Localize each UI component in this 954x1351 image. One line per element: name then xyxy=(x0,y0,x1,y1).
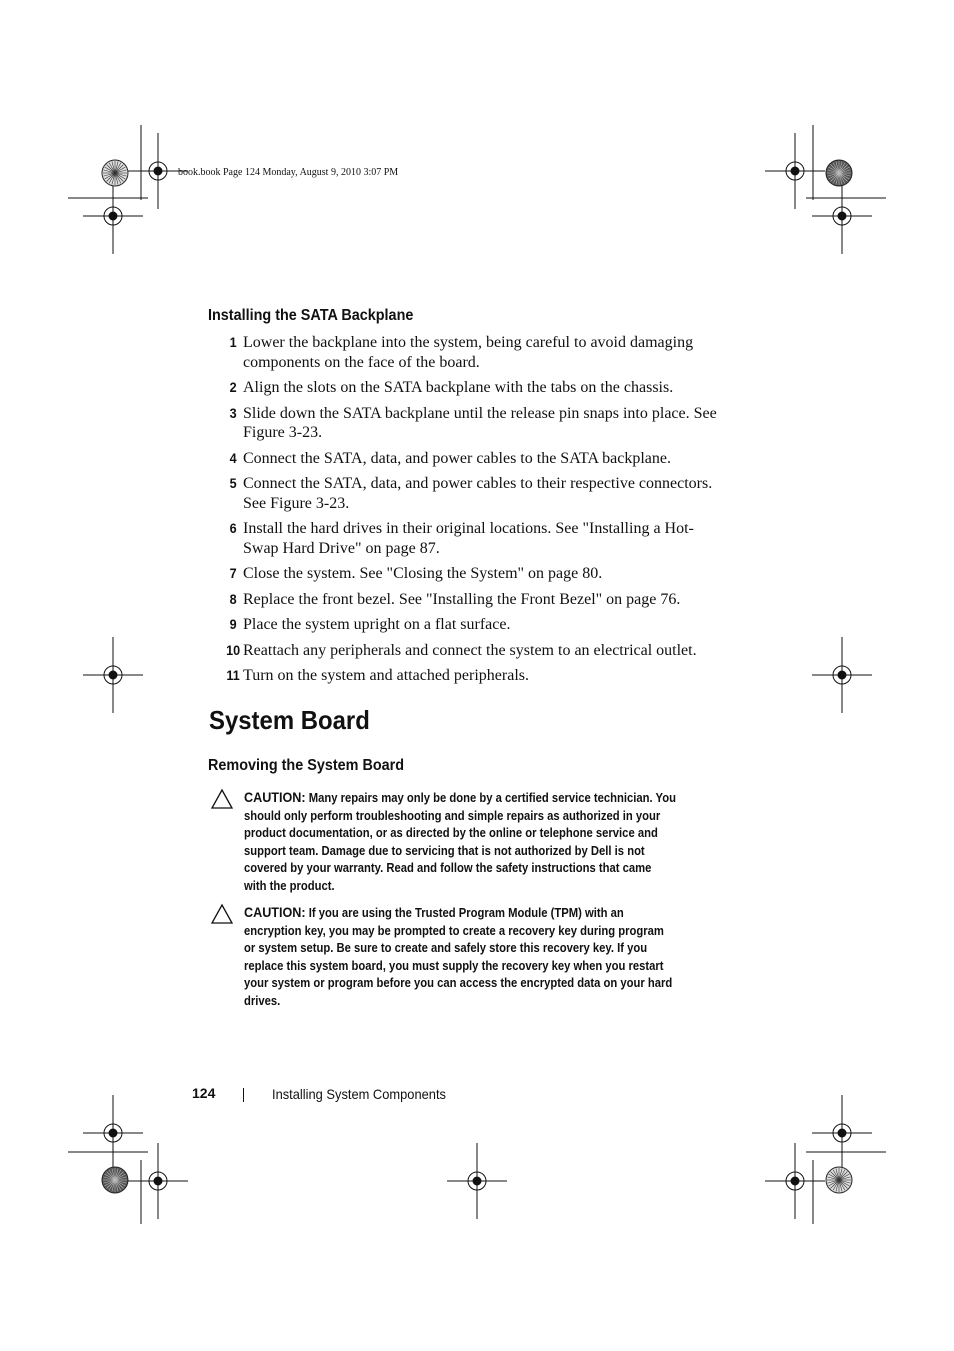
registration-target-icon xyxy=(83,178,143,254)
list-item xyxy=(208,641,728,661)
print-info: book.book Page 124 Monday, August 9, 2010 3:07 PM xyxy=(178,167,399,178)
list-item xyxy=(208,474,728,513)
list-item xyxy=(208,449,728,469)
caution-label: CAUTION: xyxy=(244,789,306,805)
list-item xyxy=(208,590,728,610)
step-number: 6 xyxy=(229,520,237,536)
step-text: Replace the front bezel. See "Installing the Front Bezel" on page 76. xyxy=(243,590,681,608)
step-number: 4 xyxy=(229,449,237,466)
step-text: Lower the backplane into the system, being careful to avoid damaging components on the face of the board. xyxy=(243,334,694,371)
caution-notice-1 xyxy=(210,788,725,896)
registration-target-icon xyxy=(83,1095,143,1171)
list-item xyxy=(208,404,728,443)
step-number: 2 xyxy=(229,379,237,395)
registration-target-icon xyxy=(812,1095,872,1171)
step-text: Reattach any peripherals and connect the system to an electrical outlet. xyxy=(243,641,697,659)
step-text: Slide down the SATA backplane until the release pin snaps into place. See Figure 3-23. xyxy=(243,404,717,441)
registration-target-icon xyxy=(83,637,143,713)
registration-target-icon xyxy=(765,1143,825,1219)
step-number: 11 xyxy=(226,667,240,683)
caution-text: If you are using the Trusted Program Module (TPM) with an encryption key, you may be prompted to create a recovery key during program or system setup. Be sure to create and safely store this recovery key. If you replace this system board, you must supply the recovery key when you restart your system or program before you can access the encrypted data on your hard drives. xyxy=(244,906,673,1008)
registration-target-icon xyxy=(447,1143,507,1219)
starburst-mark-icon xyxy=(102,160,128,186)
list-item xyxy=(208,564,728,584)
footer-section-title: Installing System Components xyxy=(272,1086,446,1102)
footer-divider xyxy=(243,1088,244,1102)
section-heading-removing-system-board: Removing the System Board xyxy=(208,757,405,774)
page-title: System Board xyxy=(209,705,370,735)
caution-label: CAUTION: xyxy=(244,904,306,920)
step-text: Connect the SATA, data, and power cables to the SATA backplane. xyxy=(243,449,671,467)
list-item xyxy=(208,333,728,372)
step-number: 5 xyxy=(229,475,237,491)
step-text: Install the hard drives in their original locations. See "Installing a Hot-Swap Hard Drive" on page 87. xyxy=(243,520,694,557)
step-text: Turn on the system and attached peripherals. xyxy=(243,667,530,684)
list-item xyxy=(208,378,728,398)
starburst-mark-icon xyxy=(826,160,852,186)
step-text: Align the slots on the SATA backplane with the tabs on the chassis. xyxy=(243,379,674,396)
caution-notice-2 xyxy=(210,903,725,1011)
registration-target-icon xyxy=(128,1143,188,1219)
step-number: 8 xyxy=(229,590,237,607)
registration-target-icon xyxy=(812,178,872,254)
step-number: 1 xyxy=(229,334,237,350)
caution-icon xyxy=(210,903,244,1011)
step-number: 3 xyxy=(229,404,237,421)
caution-icon xyxy=(210,788,244,896)
steps-list xyxy=(208,333,728,692)
step-text: Place the system upright on a flat surface. xyxy=(243,616,511,633)
starburst-mark-icon xyxy=(102,1167,128,1193)
step-number: 9 xyxy=(229,616,237,632)
starburst-mark-icon xyxy=(826,1167,852,1193)
caution-text: Many repairs may only be done by a certified service technician. You should only perform troubleshooting and simple repairs as authorized in your product documentation, or as directed by the online or telephone service and support team. Damage due to servicing that is not authorized by Dell is not covered by your warranty. Read and follow the safety instructions that came with the product. xyxy=(244,791,676,893)
step-number: 7 xyxy=(229,565,237,581)
list-item xyxy=(208,666,728,686)
page-number: 124 xyxy=(192,1085,216,1101)
list-item xyxy=(208,615,728,635)
section-heading-installing-sata-backplane: Installing the SATA Backplane xyxy=(208,307,414,324)
list-item xyxy=(208,519,728,558)
step-number: 10 xyxy=(226,641,241,658)
step-text: Connect the SATA, data, and power cables to their respective connectors. See Figure 3-23. xyxy=(243,475,713,512)
step-text: Close the system. See "Closing the System" on page 80. xyxy=(243,565,603,582)
registration-target-icon xyxy=(812,637,872,713)
